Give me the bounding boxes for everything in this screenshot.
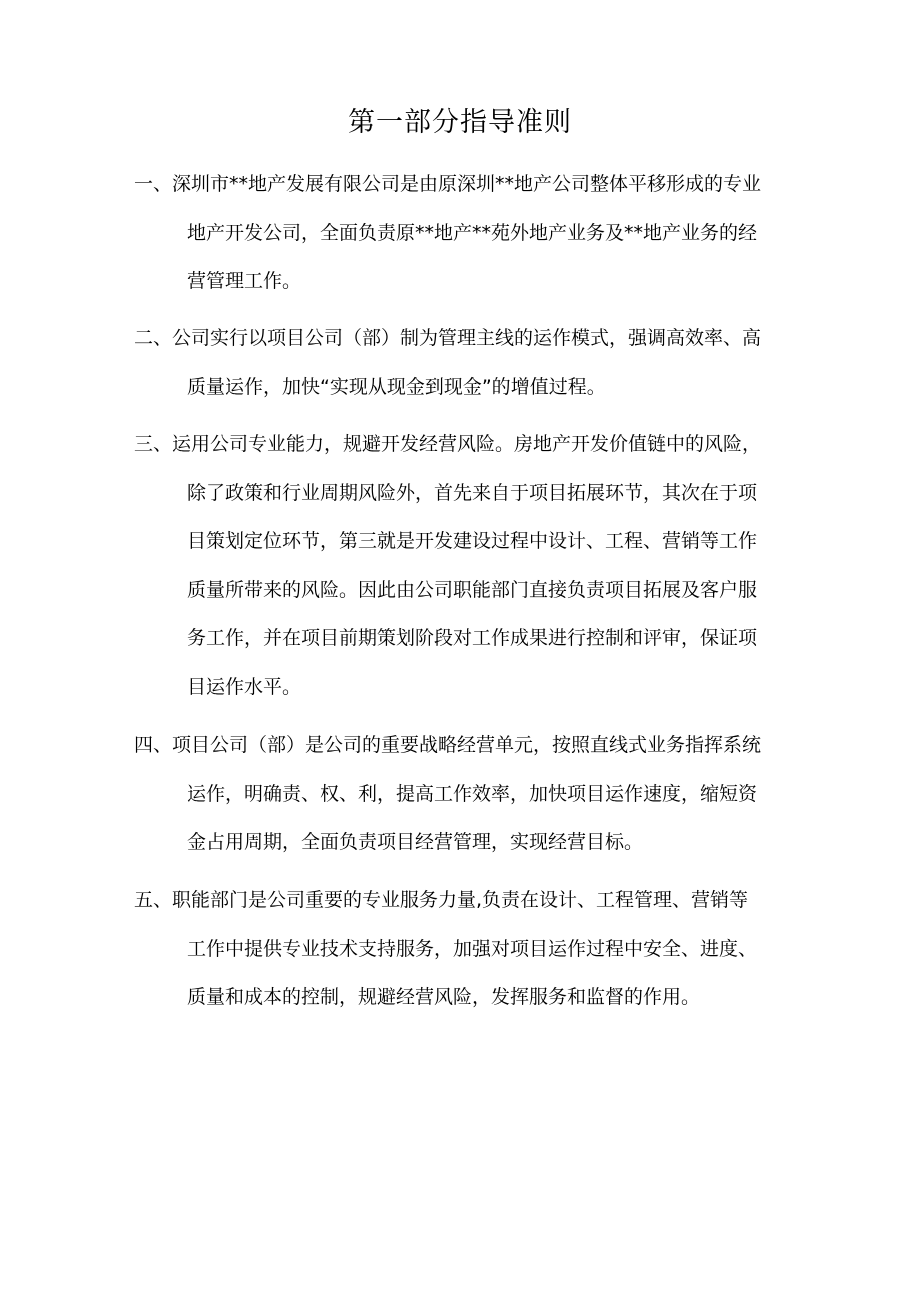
item-first-line bbox=[134, 314, 794, 363]
item-text-line: 深圳市**地产发展有限公司是由原深圳**地产公司整体平移形成的专业 bbox=[172, 173, 762, 195]
item-text-line: 运作，明确责、权、利，提高工作效率，加快项目运作速度，缩短资 bbox=[187, 782, 758, 805]
item-text-line: 运用公司专业能力，规避开发经营风险。房地产开发价值链中的风险， bbox=[172, 433, 762, 455]
page-title: 第一部分指导准则 bbox=[348, 107, 572, 138]
item-text-line: 除了政策和行业周期风险外，首先来自于项目拓展环节，其次在于项 bbox=[187, 481, 758, 504]
item-text-line: 职能部门是公司重要的专业服务力量,负责在设计、工程管理、营销等 bbox=[172, 889, 749, 911]
item-text-line: 工作中提供专业技术支持服务，加强对项目运作过程中安全、进度、 bbox=[187, 937, 758, 960]
item-first-line bbox=[134, 876, 794, 925]
item-number: 三、 bbox=[134, 433, 173, 455]
item-text-line: 目策划定位环节，第三就是开发建设过程中设计、工程、营销等工作 bbox=[187, 530, 758, 552]
guideline-item-5 bbox=[134, 876, 794, 1022]
guideline-item-4 bbox=[134, 721, 794, 867]
item-first-line bbox=[134, 721, 794, 770]
item-number: 一、 bbox=[134, 173, 173, 195]
item-text-line: 质量运作，加快“实现从现金到现金”的增值过程。 bbox=[187, 375, 606, 398]
item-text-line: 营管理工作。 bbox=[187, 270, 302, 292]
item-text-line: 项目公司（部）是公司的重要战略经营单元，按照直线式业务指挥系统 bbox=[172, 734, 762, 756]
guideline-item-3 bbox=[134, 420, 794, 711]
item-text-line: 金占用周期，全面负责项目经营管理，实现经营目标。 bbox=[187, 831, 644, 853]
item-number: 四、 bbox=[134, 734, 173, 756]
item-text-line: 地产开发公司，全面负责原**地产**苑外地产业务及**地产业务的经 bbox=[187, 221, 758, 244]
item-text-line: 务工作，并在项目前期策划阶段对工作成果进行控制和评审，保证项 bbox=[187, 627, 758, 649]
item-text-line: 质量所带来的风险。因此由公司职能部门直接负责项目拓展及客户服 bbox=[187, 578, 758, 601]
guideline-item-2 bbox=[134, 314, 794, 411]
item-first-line bbox=[134, 420, 794, 469]
guideline-item-1 bbox=[134, 160, 794, 306]
item-number: 五、 bbox=[134, 889, 173, 911]
item-first-line bbox=[134, 160, 794, 209]
item-text-line: 目运作水平。 bbox=[187, 675, 302, 698]
item-text-line: 公司实行以项目公司（部）制为管理主线的运作模式，强调高效率、高 bbox=[172, 327, 762, 349]
item-text-line: 质量和成本的控制，规避经营风险，发挥服务和监督的作用。 bbox=[187, 986, 701, 1008]
item-number: 二、 bbox=[134, 327, 173, 349]
